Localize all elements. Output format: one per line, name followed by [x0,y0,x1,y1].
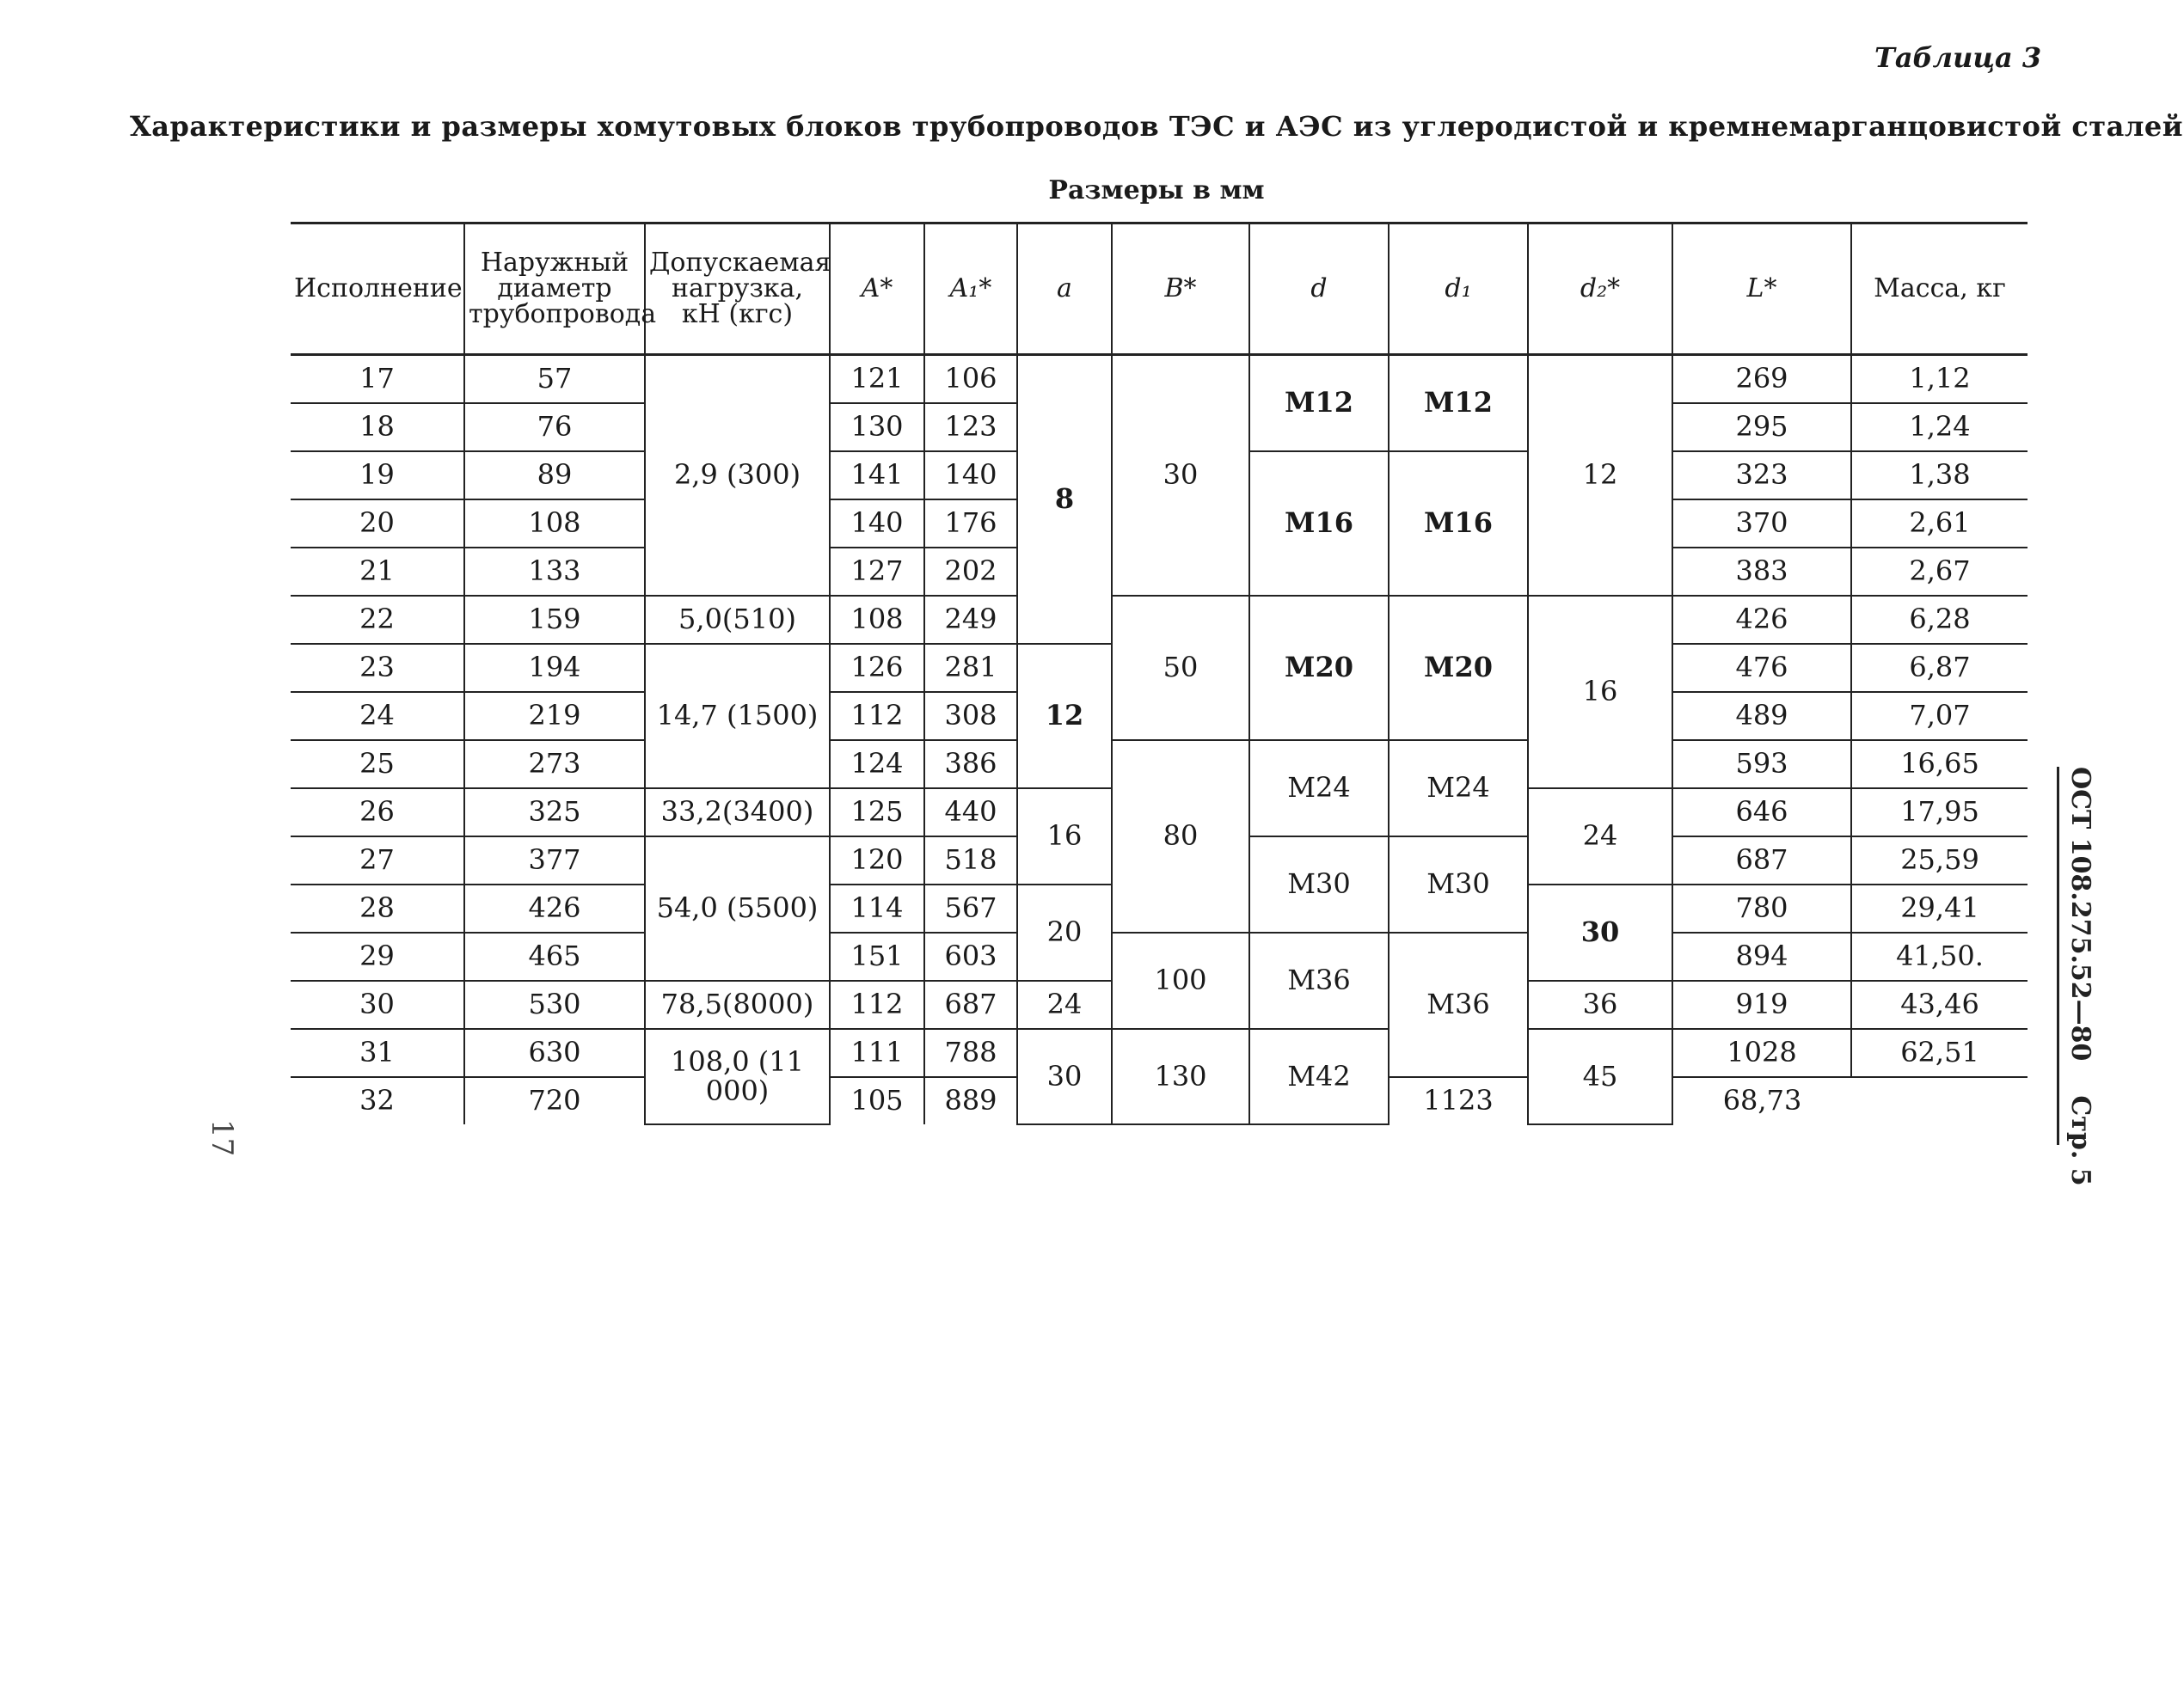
cell-mass: 68,73 [1672,1077,1851,1124]
cell-L: 383 [1672,548,1851,596]
header-B: B* [1112,223,1249,355]
cell-diameter: 720 [464,1077,645,1124]
cell-d1: М12 [1389,355,1528,452]
document-title: Характеристики и размеры хомутовых блоков трубопроводов ТЭС и АЭС из углеродистой и кремнемарганцовистой сталей [129,110,2184,143]
cell-A: 140 [830,499,924,548]
header-d: d [1249,223,1389,355]
cell-A: 151 [830,933,924,981]
cell-L: 426 [1672,596,1851,644]
cell-d2: 24 [1528,788,1672,885]
cell-ispolnenie: 28 [291,885,464,933]
cell-A: 114 [830,885,924,933]
cell-ispolnenie: 26 [291,788,464,836]
cell-d: М36 [1249,933,1389,1029]
cell-B: 130 [1112,1029,1249,1124]
cell-ispolnenie: 23 [291,644,464,692]
cell-B: 50 [1112,596,1249,740]
units-note: Размеры в мм [1048,175,1265,205]
cell-A1: 687 [924,981,1017,1029]
cell-diameter: 630 [464,1029,645,1077]
header-diameter: Наружный диаметр трубопровода [464,223,645,355]
cell-diameter: 273 [464,740,645,788]
side-label [2057,767,2102,1186]
cell-L: 646 [1672,788,1851,836]
cell-A1: 281 [924,644,1017,692]
cell-mass: 25,59 [1851,836,2028,885]
cell-L: 687 [1672,836,1851,885]
cell-A: 126 [830,644,924,692]
cell-a: 12 [1017,644,1112,788]
cell-a: 8 [1017,355,1112,645]
cell-A: 111 [830,1029,924,1077]
side-doc-number: ОСТ 108.275.52—80 [2065,767,2096,1062]
cell-mass: 7,07 [1851,692,2028,740]
cell-ispolnenie: 25 [291,740,464,788]
cell-A: 127 [830,548,924,596]
cell-d2: 12 [1528,355,1672,597]
cell-d1: М16 [1389,451,1528,596]
cell-A1: 202 [924,548,1017,596]
header-A: A* [830,223,924,355]
cell-diameter: 194 [464,644,645,692]
cell-mass: 16,65 [1851,740,2028,788]
cell-d1: М24 [1389,740,1528,836]
cell-mass: 1,12 [1851,355,2028,404]
page-mark: 17 [205,1119,239,1157]
cell-A1: 788 [924,1029,1017,1077]
cell-d2: 36 [1528,981,1672,1029]
table-row [291,740,2028,788]
cell-load: 33,2(3400) [645,788,830,836]
cell-A1: 176 [924,499,1017,548]
cell-A: 130 [830,403,924,451]
cell-load: 54,0 (5500) [645,836,830,981]
cell-diameter: 530 [464,981,645,1029]
cell-A: 112 [830,981,924,1029]
cell-A: 108 [830,596,924,644]
table-row [291,355,2028,404]
cell-d: М12 [1249,355,1389,452]
cell-diameter: 219 [464,692,645,740]
cell-ispolnenie: 19 [291,451,464,499]
cell-diameter: 108 [464,499,645,548]
cell-d1: М20 [1389,596,1528,740]
cell-a: 30 [1017,1029,1112,1124]
cell-L: 780 [1672,885,1851,933]
cell-L: 269 [1672,355,1851,404]
cell-ispolnenie: 32 [291,1077,464,1124]
cell-ispolnenie: 24 [291,692,464,740]
cell-d: М20 [1249,596,1389,740]
cell-load: 108,0 (11 000) [645,1029,830,1124]
cell-A: 141 [830,451,924,499]
cell-diameter: 57 [464,355,645,404]
cell-d: М16 [1249,451,1389,596]
cell-L: 894 [1672,933,1851,981]
cell-diameter: 76 [464,403,645,451]
header-mass: Масса, кг [1851,223,2028,355]
cell-A1: 249 [924,596,1017,644]
cell-diameter: 133 [464,548,645,596]
cell-mass: 17,95 [1851,788,2028,836]
cell-A: 112 [830,692,924,740]
table-row [291,1029,2028,1077]
cell-ispolnenie: 30 [291,981,464,1029]
cell-A1: 386 [924,740,1017,788]
cell-A: 105 [830,1077,924,1124]
cell-A1: 603 [924,933,1017,981]
cell-mass: 6,87 [1851,644,2028,692]
side-page-number: Стр. 5 [2065,1095,2096,1186]
cell-a: 16 [1017,788,1112,885]
cell-A1: 308 [924,692,1017,740]
cell-ispolnenie: 18 [291,403,464,451]
cell-A1: 140 [924,451,1017,499]
cell-mass: 2,61 [1851,499,2028,548]
cell-A1: 123 [924,403,1017,451]
header-row [291,223,2028,355]
header-d1: d₁ [1389,223,1528,355]
cell-load: 2,9 (300) [645,355,830,597]
cell-d1: М30 [1389,836,1528,933]
cell-d: М24 [1249,740,1389,836]
cell-diameter: 325 [464,788,645,836]
cell-L: 476 [1672,644,1851,692]
cell-load: 5,0(510) [645,596,830,644]
cell-a: 20 [1017,885,1112,981]
cell-A: 120 [830,836,924,885]
cell-mass: 43,46 [1851,981,2028,1029]
cell-diameter: 465 [464,933,645,981]
cell-mass: 62,51 [1851,1029,2028,1077]
cell-mass: 29,41 [1851,885,2028,933]
cell-ispolnenie: 22 [291,596,464,644]
table-label: Таблица 3 [1874,41,2042,74]
header-ispolnenie: Исполнение [291,223,464,355]
table-row [291,596,2028,644]
table-row [291,933,2028,981]
cell-A1: 567 [924,885,1017,933]
header-L: L* [1672,223,1851,355]
cell-A1: 518 [924,836,1017,885]
cell-L: 370 [1672,499,1851,548]
cell-L: 323 [1672,451,1851,499]
cell-ispolnenie: 17 [291,355,464,404]
cell-d: М42 [1249,1029,1389,1124]
cell-L: 1028 [1672,1029,1851,1077]
cell-diameter: 159 [464,596,645,644]
cell-ispolnenie: 31 [291,1029,464,1077]
header-load: Допускаемая нагрузка, кН (кгс) [645,223,830,355]
cell-L: 919 [1672,981,1851,1029]
cell-L: 489 [1672,692,1851,740]
cell-A1: 889 [924,1077,1017,1124]
cell-ispolnenie: 21 [291,548,464,596]
cell-B: 100 [1112,933,1249,1029]
cell-diameter: 89 [464,451,645,499]
cell-a: 24 [1017,981,1112,1029]
cell-A: 124 [830,740,924,788]
cell-mass: 1,38 [1851,451,2028,499]
cell-A: 121 [830,355,924,404]
cell-d2: 30 [1528,885,1672,981]
header-A1: A₁* [924,223,1017,355]
cell-mass: 6,28 [1851,596,2028,644]
cell-mass: 1,24 [1851,403,2028,451]
cell-d: М30 [1249,836,1389,933]
cell-mass: 41,50. [1851,933,2028,981]
cell-diameter: 377 [464,836,645,885]
cell-B: 30 [1112,355,1249,597]
cell-L: 295 [1672,403,1851,451]
spec-table [291,222,2028,1125]
cell-ispolnenie: 27 [291,836,464,885]
cell-d2: 45 [1528,1029,1672,1124]
cell-L: 1123 [1389,1077,1528,1124]
cell-ispolnenie: 29 [291,933,464,981]
cell-L: 593 [1672,740,1851,788]
cell-load: 14,7 (1500) [645,644,830,788]
header-d2: d₂* [1528,223,1672,355]
cell-diameter: 426 [464,885,645,933]
cell-d1: М36 [1389,933,1528,1077]
cell-d2: 16 [1528,596,1672,788]
cell-A1: 106 [924,355,1017,404]
cell-mass: 2,67 [1851,548,2028,596]
cell-A: 125 [830,788,924,836]
cell-load: 78,5(8000) [645,981,830,1029]
cell-A1: 440 [924,788,1017,836]
header-a: a [1017,223,1112,355]
cell-B: 80 [1112,740,1249,933]
cell-ispolnenie: 20 [291,499,464,548]
